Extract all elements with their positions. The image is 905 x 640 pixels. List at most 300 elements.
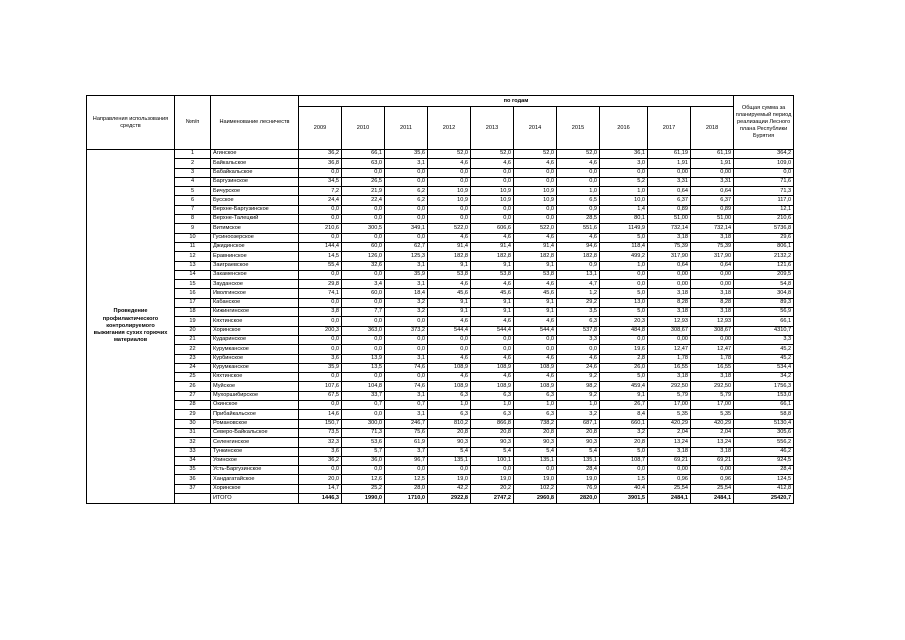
value-cell: 0,00 — [691, 335, 734, 344]
value-cell: 12,47 — [648, 345, 691, 354]
value-cell: 36,2 — [299, 150, 342, 159]
value-cell: 35,9 — [385, 270, 428, 279]
value-cell: 90,3 — [428, 438, 471, 447]
value-cell: 5,0 — [600, 233, 648, 242]
value-cell: 0,0 — [557, 345, 600, 354]
value-cell: 3,4 — [342, 280, 385, 289]
value-cell: 124,5 — [734, 475, 794, 484]
table-row — [87, 419, 794, 428]
value-cell: 4,6 — [428, 354, 471, 363]
value-cell: 52,0 — [514, 150, 557, 159]
value-cell: 1,0 — [557, 187, 600, 196]
value-cell: 60,0 — [342, 289, 385, 298]
value-cell: 2,04 — [691, 428, 734, 437]
forestry-name: Бичурское — [211, 187, 299, 196]
value-cell: 16,55 — [691, 363, 734, 372]
value-cell: 182,8 — [428, 252, 471, 261]
value-cell: 4,6 — [428, 280, 471, 289]
table-row — [87, 150, 794, 159]
row-number: 24 — [175, 363, 211, 372]
value-cell: 3,18 — [648, 308, 691, 317]
value-cell: 806,1 — [734, 242, 794, 251]
value-cell: 13,24 — [648, 438, 691, 447]
value-cell: 9,1 — [471, 261, 514, 270]
value-cell: 0,0 — [299, 401, 342, 410]
value-cell: 0,64 — [691, 261, 734, 270]
value-cell: 4,6 — [514, 317, 557, 326]
row-number: 25 — [175, 373, 211, 382]
value-cell: 0,0 — [342, 205, 385, 214]
value-cell: 45,2 — [734, 354, 794, 363]
value-cell: 1,0 — [600, 261, 648, 270]
value-cell: 1756,3 — [734, 382, 794, 391]
value-cell: 0,0 — [471, 335, 514, 344]
value-cell: 3,18 — [648, 447, 691, 456]
forestry-name: Гусиноозерское — [211, 233, 299, 242]
value-cell: 9,1 — [428, 261, 471, 270]
row-number: 34 — [175, 456, 211, 465]
value-cell: 4,6 — [471, 233, 514, 242]
value-cell: 0,0 — [299, 345, 342, 354]
value-cell: 0,0 — [600, 466, 648, 475]
value-cell: 80,1 — [600, 215, 648, 224]
value-cell: 94,6 — [557, 242, 600, 251]
value-cell: 3,3 — [557, 335, 600, 344]
value-cell: 0,0 — [299, 270, 342, 279]
value-cell: 364,2 — [734, 150, 794, 159]
value-cell: 96,7 — [385, 456, 428, 465]
value-cell: 0,0 — [428, 335, 471, 344]
forestry-name: Прибайкальское — [211, 410, 299, 419]
value-cell: 0,0 — [514, 205, 557, 214]
value-cell: 4,6 — [514, 354, 557, 363]
total-value-cell: 1710,0 — [385, 493, 428, 503]
table-row — [87, 382, 794, 391]
value-cell: 0,00 — [691, 270, 734, 279]
value-cell: 18,4 — [385, 289, 428, 298]
value-cell: 0,0 — [385, 345, 428, 354]
value-cell: 4,6 — [471, 373, 514, 382]
value-cell: 522,0 — [514, 224, 557, 233]
table-row — [87, 298, 794, 307]
value-cell: 0,89 — [648, 205, 691, 214]
value-cell: 0,0 — [471, 466, 514, 475]
value-cell: 144,4 — [299, 242, 342, 251]
value-cell: 13,1 — [557, 270, 600, 279]
table-row — [87, 205, 794, 214]
value-cell: 4,6 — [514, 280, 557, 289]
value-cell: 19,6 — [600, 345, 648, 354]
forestry-name: Кабанское — [211, 298, 299, 307]
value-cell: 2132,2 — [734, 252, 794, 261]
value-cell: 61,19 — [691, 150, 734, 159]
value-cell: 25,54 — [648, 484, 691, 493]
value-cell: 0,0 — [299, 298, 342, 307]
value-cell: 3,18 — [691, 373, 734, 382]
value-cell: 36,1 — [600, 150, 648, 159]
value-cell: 0,0 — [471, 205, 514, 214]
value-cell: 0,0 — [385, 168, 428, 177]
value-cell: 117,0 — [734, 196, 794, 205]
value-cell: 544,4 — [428, 326, 471, 335]
value-cell: 3,1 — [385, 159, 428, 168]
forestry-name: Закаменское — [211, 270, 299, 279]
forestry-name: Баргузинское — [211, 177, 299, 186]
value-cell: 0,0 — [557, 177, 600, 186]
value-cell: 1,78 — [691, 354, 734, 363]
value-cell: 6,3 — [514, 391, 557, 400]
header-year-2018: 2018 — [691, 107, 734, 150]
forestry-name: Джидинское — [211, 242, 299, 251]
value-cell: 108,9 — [471, 363, 514, 372]
forestry-name: Усть-Баргузинское — [211, 466, 299, 475]
row-number: 6 — [175, 196, 211, 205]
value-cell: 6,3 — [514, 410, 557, 419]
value-cell: 28,4 — [734, 466, 794, 475]
value-cell: 10,9 — [428, 196, 471, 205]
forestry-name: Окинское — [211, 401, 299, 410]
value-cell: 0,0 — [600, 335, 648, 344]
row-number: 10 — [175, 233, 211, 242]
forestry-name: Хоринское — [211, 484, 299, 493]
value-cell: 20,8 — [557, 428, 600, 437]
forestry-name: Бусское — [211, 196, 299, 205]
forestry-name: Курумканское — [211, 363, 299, 372]
value-cell: 3,18 — [648, 289, 691, 298]
forestry-name: Витимское — [211, 224, 299, 233]
value-cell: 6,3 — [471, 391, 514, 400]
value-cell: 308,67 — [648, 326, 691, 335]
value-cell: 9,2 — [557, 373, 600, 382]
value-cell: 91,4 — [514, 242, 557, 251]
value-cell: 20,8 — [471, 428, 514, 437]
value-cell: 8,28 — [691, 298, 734, 307]
value-cell: 1,91 — [648, 159, 691, 168]
value-cell: 0,0 — [428, 168, 471, 177]
value-cell: 75,39 — [691, 242, 734, 251]
value-cell: 20,8 — [514, 428, 557, 437]
value-cell: 0,0 — [600, 168, 648, 177]
value-cell: 0,0 — [342, 373, 385, 382]
value-cell: 3,2 — [557, 410, 600, 419]
value-cell: 0,89 — [691, 205, 734, 214]
value-cell: 4,6 — [428, 159, 471, 168]
value-cell: 537,8 — [557, 326, 600, 335]
value-cell: 0,00 — [648, 270, 691, 279]
value-cell: 373,2 — [385, 326, 428, 335]
value-cell: 305,6 — [734, 428, 794, 437]
total-value-cell: 1990,0 — [342, 493, 385, 503]
value-cell: 4,6 — [557, 354, 600, 363]
table-row — [87, 168, 794, 177]
table-body — [87, 150, 794, 504]
value-cell: 209,5 — [734, 270, 794, 279]
value-cell: 76,9 — [557, 484, 600, 493]
value-cell: 5736,8 — [734, 224, 794, 233]
value-cell: 10,9 — [514, 187, 557, 196]
value-cell: 3,1 — [385, 280, 428, 289]
header-year-2015: 2015 — [557, 107, 600, 150]
table-row — [87, 345, 794, 354]
row-number: 26 — [175, 382, 211, 391]
value-cell: 4,6 — [471, 280, 514, 289]
row-number: 4 — [175, 177, 211, 186]
value-cell: 0,0 — [385, 335, 428, 344]
value-cell: 4310,7 — [734, 326, 794, 335]
value-cell: 0,9 — [557, 261, 600, 270]
value-cell: 9,2 — [557, 391, 600, 400]
value-cell: 73,5 — [299, 428, 342, 437]
value-cell: 200,3 — [299, 326, 342, 335]
value-cell: 534,4 — [734, 363, 794, 372]
value-cell: 0,0 — [299, 168, 342, 177]
forestry-name: Муйское — [211, 382, 299, 391]
value-cell: 107,6 — [299, 382, 342, 391]
value-cell: 29,8 — [299, 280, 342, 289]
row-number: 12 — [175, 252, 211, 261]
value-cell: 5,4 — [514, 447, 557, 456]
value-cell: 182,8 — [471, 252, 514, 261]
value-cell: 9,1 — [514, 298, 557, 307]
total-value-cell: 3901,5 — [600, 493, 648, 503]
total-value-cell: 1446,3 — [299, 493, 342, 503]
value-cell: 0,0 — [342, 345, 385, 354]
value-cell: 0,00 — [691, 280, 734, 289]
value-cell: 210,6 — [299, 224, 342, 233]
value-cell: 9,1 — [514, 261, 557, 270]
table-row — [87, 233, 794, 242]
row-number: 17 — [175, 298, 211, 307]
value-cell: 4,6 — [428, 373, 471, 382]
value-cell: 108,9 — [514, 382, 557, 391]
value-cell: 292,50 — [648, 382, 691, 391]
value-cell: 0,0 — [471, 345, 514, 354]
header-year-2014: 2014 — [514, 107, 557, 150]
forestry-name: Кяхтинское — [211, 373, 299, 382]
value-cell: 6,3 — [557, 317, 600, 326]
row-number: 3 — [175, 168, 211, 177]
value-cell: 71,3 — [734, 187, 794, 196]
forestry-name: Заиграевское — [211, 261, 299, 270]
value-cell: 0,0 — [342, 270, 385, 279]
value-cell: 12,93 — [648, 317, 691, 326]
value-cell: 5,0 — [600, 289, 648, 298]
value-cell: 74,1 — [299, 289, 342, 298]
header-total-sum: Общая сумма за планируемый период реализации Лесного плана Республики Бурятия — [734, 96, 794, 150]
value-cell: 0,0 — [428, 466, 471, 475]
value-cell: 3,31 — [691, 177, 734, 186]
forestry-name: Хоринское — [211, 326, 299, 335]
value-cell: 0,0 — [342, 233, 385, 242]
value-cell: 28,0 — [385, 484, 428, 493]
value-cell: 46,2 — [734, 447, 794, 456]
value-cell: 308,67 — [691, 326, 734, 335]
row-number: 13 — [175, 261, 211, 270]
value-cell: 6,5 — [557, 196, 600, 205]
value-cell: 3,1 — [385, 261, 428, 270]
value-cell: 420,29 — [648, 419, 691, 428]
value-cell: 0,00 — [648, 335, 691, 344]
value-cell: 9,1 — [471, 308, 514, 317]
value-cell: 300,5 — [342, 224, 385, 233]
value-cell: 25,54 — [691, 484, 734, 493]
value-cell: 61,9 — [385, 438, 428, 447]
value-cell: 246,7 — [385, 419, 428, 428]
forestry-name: Агинское — [211, 150, 299, 159]
row-number: 37 — [175, 484, 211, 493]
header-year-2013: 2013 — [471, 107, 514, 150]
value-cell: 24,4 — [299, 196, 342, 205]
forestry-name: Бабайкальское — [211, 168, 299, 177]
value-cell: 1,4 — [600, 205, 648, 214]
value-cell: 35,6 — [385, 150, 428, 159]
forestry-name: Зауданское — [211, 280, 299, 289]
value-cell: 5,4 — [428, 447, 471, 456]
value-cell: 35,9 — [299, 363, 342, 372]
row-number: 15 — [175, 280, 211, 289]
value-cell: 42,2 — [428, 484, 471, 493]
value-cell: 135,1 — [428, 456, 471, 465]
value-cell: 28,4 — [557, 466, 600, 475]
table-row — [87, 363, 794, 372]
value-cell: 182,8 — [514, 252, 557, 261]
forestry-name: Верхне-Баргузинское — [211, 205, 299, 214]
table-row — [87, 224, 794, 233]
value-cell: 0,00 — [691, 466, 734, 475]
table-row — [87, 261, 794, 270]
value-cell: 32,3 — [299, 438, 342, 447]
value-cell: 6,3 — [428, 391, 471, 400]
value-cell: 3,18 — [691, 233, 734, 242]
value-cell: 10,9 — [471, 196, 514, 205]
value-cell: 551,6 — [557, 224, 600, 233]
value-cell: 5,2 — [600, 177, 648, 186]
value-cell: 69,21 — [691, 456, 734, 465]
forestry-name: Селенгинское — [211, 438, 299, 447]
value-cell: 69,21 — [648, 456, 691, 465]
value-cell: 924,5 — [734, 456, 794, 465]
row-number: 28 — [175, 401, 211, 410]
value-cell: 1,5 — [600, 475, 648, 484]
value-cell: 108,9 — [514, 363, 557, 372]
value-cell: 0,0 — [299, 466, 342, 475]
value-cell: 6,37 — [648, 196, 691, 205]
value-cell: 108,7 — [600, 456, 648, 465]
value-cell: 12,47 — [691, 345, 734, 354]
value-cell: 74,6 — [385, 382, 428, 391]
value-cell: 104,8 — [342, 382, 385, 391]
header-year-2009: 2009 — [299, 107, 342, 150]
value-cell: 0,0 — [471, 168, 514, 177]
value-cell: 67,5 — [299, 391, 342, 400]
value-cell: 0,0 — [299, 233, 342, 242]
value-cell: 53,8 — [471, 270, 514, 279]
value-cell: 14,5 — [299, 252, 342, 261]
value-cell: 5,7 — [342, 447, 385, 456]
total-value-cell: 2484,1 — [648, 493, 691, 503]
value-cell: 5,35 — [648, 410, 691, 419]
value-cell: 0,0 — [428, 177, 471, 186]
value-cell: 7,7 — [342, 308, 385, 317]
value-cell: 0,0 — [428, 205, 471, 214]
value-cell: 300,0 — [342, 419, 385, 428]
value-cell: 58,8 — [734, 410, 794, 419]
table-row — [87, 354, 794, 363]
value-cell: 63,0 — [342, 159, 385, 168]
value-cell: 0,9 — [557, 205, 600, 214]
value-cell: 0,0 — [514, 345, 557, 354]
value-cell: 108,9 — [428, 382, 471, 391]
value-cell: 17,00 — [648, 401, 691, 410]
table-row — [87, 475, 794, 484]
value-cell: 52,0 — [428, 150, 471, 159]
value-cell: 20,8 — [428, 428, 471, 437]
value-cell: 3,6 — [299, 447, 342, 456]
value-cell: 118,4 — [600, 242, 648, 251]
value-cell: 29,2 — [557, 298, 600, 307]
row-number: 23 — [175, 354, 211, 363]
value-cell: 0,96 — [648, 475, 691, 484]
table-row — [87, 280, 794, 289]
row-number: 21 — [175, 335, 211, 344]
value-cell: 1149,9 — [600, 224, 648, 233]
value-cell: 4,6 — [514, 373, 557, 382]
value-cell: 0,96 — [691, 475, 734, 484]
value-cell: 91,4 — [428, 242, 471, 251]
value-cell: 4,6 — [471, 354, 514, 363]
value-cell: 0,0 — [385, 177, 428, 186]
table-row — [87, 215, 794, 224]
row-number: 8 — [175, 215, 211, 224]
value-cell: 0,0 — [428, 345, 471, 354]
value-cell: 349,1 — [385, 224, 428, 233]
value-cell: 412,8 — [734, 484, 794, 493]
value-cell: 135,1 — [557, 456, 600, 465]
value-cell: 6,2 — [385, 187, 428, 196]
value-cell: 522,0 — [428, 224, 471, 233]
value-cell: 135,1 — [514, 456, 557, 465]
header-direction: Направления использования средств — [87, 96, 175, 150]
value-cell: 13,9 — [342, 354, 385, 363]
table-row — [87, 401, 794, 410]
value-cell: 66,1 — [342, 150, 385, 159]
row-number: 31 — [175, 428, 211, 437]
forestry-name: Кижингинское — [211, 308, 299, 317]
row-number: 19 — [175, 317, 211, 326]
value-cell: 0,0 — [557, 168, 600, 177]
table-row — [87, 391, 794, 400]
value-cell: 5,4 — [557, 447, 600, 456]
value-cell: 499,2 — [600, 252, 648, 261]
value-cell: 12,6 — [342, 475, 385, 484]
value-cell: 3,31 — [648, 177, 691, 186]
value-cell: 0,00 — [691, 168, 734, 177]
table-row — [87, 410, 794, 419]
value-cell: 0,0 — [600, 280, 648, 289]
value-cell: 317,90 — [691, 252, 734, 261]
value-cell: 3,1 — [385, 391, 428, 400]
value-cell: 90,3 — [514, 438, 557, 447]
value-cell: 20,0 — [299, 475, 342, 484]
value-cell: 10,9 — [514, 196, 557, 205]
value-cell: 0,0 — [385, 215, 428, 224]
value-cell: 8,28 — [648, 298, 691, 307]
value-cell: 0,7 — [385, 401, 428, 410]
value-cell: 89,3 — [734, 298, 794, 307]
value-cell: 0,00 — [648, 280, 691, 289]
header-forestry-name: Наименование лесничеств — [211, 96, 299, 150]
forestry-budget-table — [86, 95, 794, 504]
